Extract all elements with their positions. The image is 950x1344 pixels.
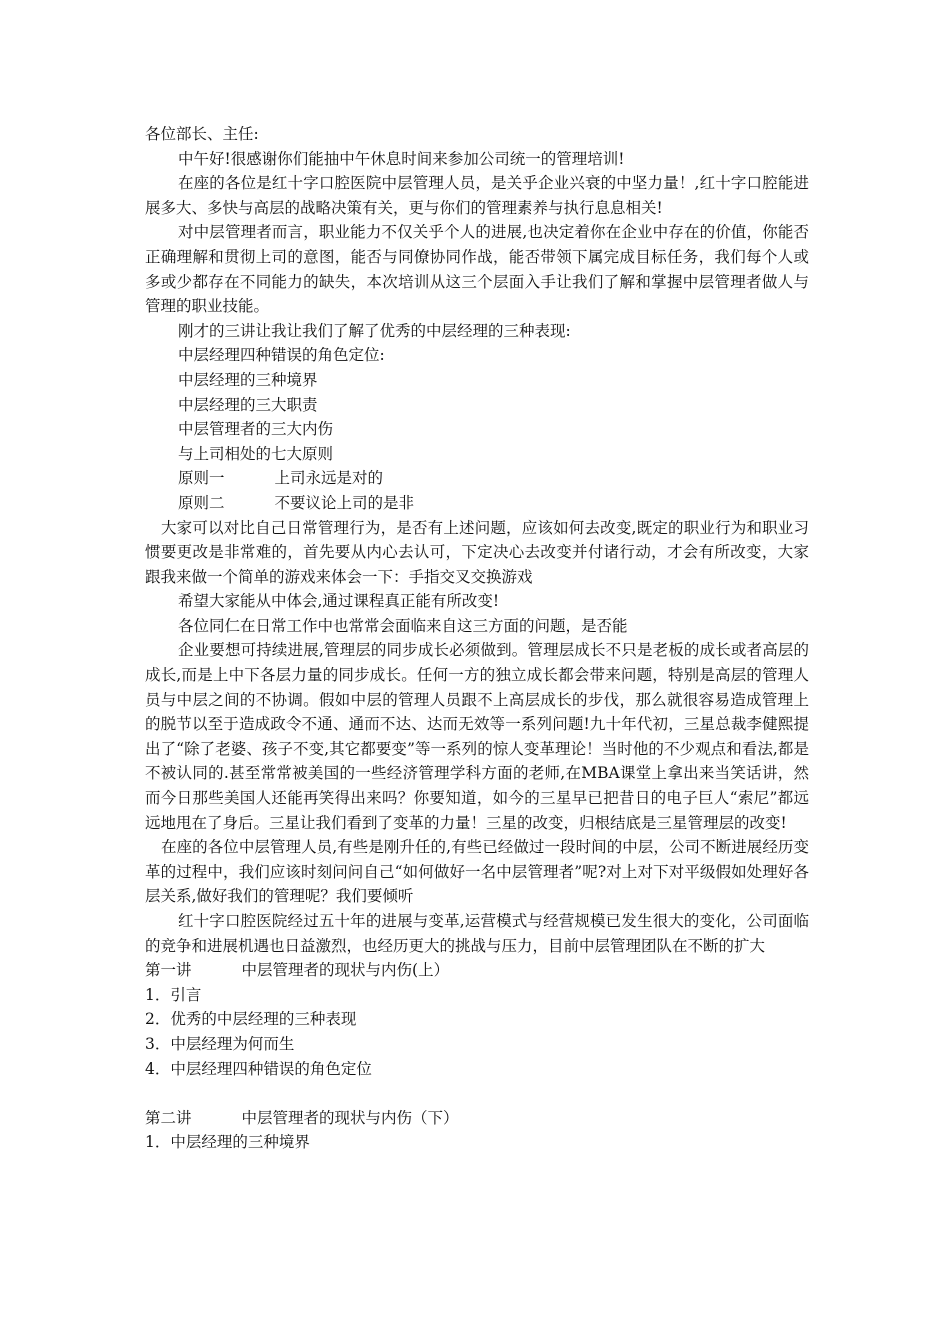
topic-item: 与上司相处的七大原则 bbox=[178, 444, 334, 463]
lecture-item: 3．中层经理为何而生 bbox=[145, 1034, 295, 1053]
blank-line bbox=[145, 1081, 809, 1106]
lecture-item: 4．中层经理四种错误的角色定位 bbox=[145, 1059, 372, 1078]
topic-item: 中层经理的三大职责 bbox=[178, 395, 318, 414]
principle-item bbox=[145, 466, 809, 491]
topic-item: 中层经理的三种境界 bbox=[178, 370, 318, 389]
topic-item: 中层经理四种错误的角色定位: bbox=[178, 346, 385, 365]
paragraph-growth: 企业要想可持续进展,管理层的同步成长必须做到。管理层成长不只是老板的成长或者高层的成长,而是上中下各层力量的同步成长。任何一方的独立成长都会带来问题，特别是高层的管理人员与中层之间的不协调。假如中层的管理人员跟不上高层成长的步伐，那么就很容易造成管理上的脱节以至于造成政令不通、通而不达、达而无效等一系列问题!九十年代初，三星总裁李健熙提出了“除了老婆、孩子不变,其它都要变”等一系列的惊人变革理论！当时他的不少观点和看法,都是不被认同的.甚至常常被美国的一些经济管理学科方面的老师,在MBA课堂上拿出来当笑话讲，然而今日那些美国人还能再笑得出来吗？你要知道，如今的三星早已把昔日的电子巨人“索尼”都远远地甩在了身后。三星让我们看到了变革的力量！三星的改变，归根结底是三星管理层的改变! bbox=[145, 641, 809, 832]
lecture-label: 第一讲 bbox=[145, 961, 192, 980]
paragraph-colleagues: 各位同仁在日常工作中也常常会面临来自这三方面的问题，是否能 bbox=[178, 616, 628, 635]
lecture-title: 中层管理者的现状与内伤(上） bbox=[241, 961, 450, 980]
lecture-item: 2．优秀的中层经理的三种表现 bbox=[145, 1010, 357, 1029]
lecture-heading bbox=[145, 1106, 809, 1131]
principle-text: 不要议论上司的是非 bbox=[274, 493, 415, 512]
lecture-heading bbox=[145, 958, 809, 983]
salutation: 各位部长、主任: bbox=[145, 125, 259, 143]
paragraph-greeting: 中午好!很感谢你们能抽中午休息时间来参加公司统一的管理培训! bbox=[178, 149, 625, 168]
paragraph-recap: 刚才的三讲让我让我们了解了优秀的中层经理的三种表现: bbox=[178, 321, 571, 340]
lecture-item: 1．引言 bbox=[145, 985, 202, 1004]
paragraph-middle-managers: 在座的各位中层管理人员,有些是刚升任的,有些已经做过一段时间的中层，公司不断进展经历变革的过程中，我们应该时刻问问自己“如何做好一名中层管理者”呢?对上对下对平级假如处理好各层关系,做好我们的管理呢？我们要倾听 bbox=[145, 838, 809, 906]
principle-label: 原则一 bbox=[178, 469, 225, 488]
lecture-item: 1．中层经理的三种境界 bbox=[145, 1133, 310, 1152]
lecture-title: 中层管理者的现状与内伤（下） bbox=[241, 1108, 459, 1127]
paragraph-hope: 希望大家能从中体会,通过课程真正能有所改变! bbox=[178, 592, 500, 611]
paragraph-competence: 对中层管理者而言，职业能力不仅关乎个人的进展,也决定着你在企业中存在的价值，你能否正确理解和贯彻上司的意图，能否与同僚协同作战，能否带领下属完成目标任务，我们每个人或多或少都存在不同能力的缺失，本次培训从这三个层面入手让我们了解和掌握中层管理者做人与管理的职业技能。 bbox=[145, 223, 809, 316]
document-page bbox=[145, 122, 809, 1155]
lecture-label: 第二讲 bbox=[145, 1108, 192, 1127]
principle-label: 原则二 bbox=[178, 493, 225, 512]
principle-text: 上司永远是对的 bbox=[274, 469, 384, 488]
paragraph-compare: 大家可以对比自己日常管理行为，是否有上述问题，应该如何去改变,既定的职业行为和职业习惯要更改是非常难的，首先要从内心去认可，下定决心去改变并付诸行动，才会有所改变，大家跟我来做一个简单的游戏来体会一下：手指交叉交换游戏 bbox=[145, 518, 809, 586]
principle-item bbox=[145, 491, 809, 516]
paragraph-hospital: 红十字口腔医院经过五十年的进展与变革,运营模式与经营规模已发生很大的变化，公司面临的竞争和进展机遇也日益激烈，也经历更大的挑战与压力，目前中层管理团队在不断的扩大 bbox=[145, 912, 809, 955]
paragraph-audience: 在座的各位是红十字口腔医院中层管理人员，是关乎企业兴衰的中坚力量！,红十字口腔能进展多大、多快与高层的战略决策有关，更与你们的管理素养与执行息息相关! bbox=[145, 174, 809, 217]
topic-item: 中层管理者的三大内伤 bbox=[178, 420, 334, 439]
